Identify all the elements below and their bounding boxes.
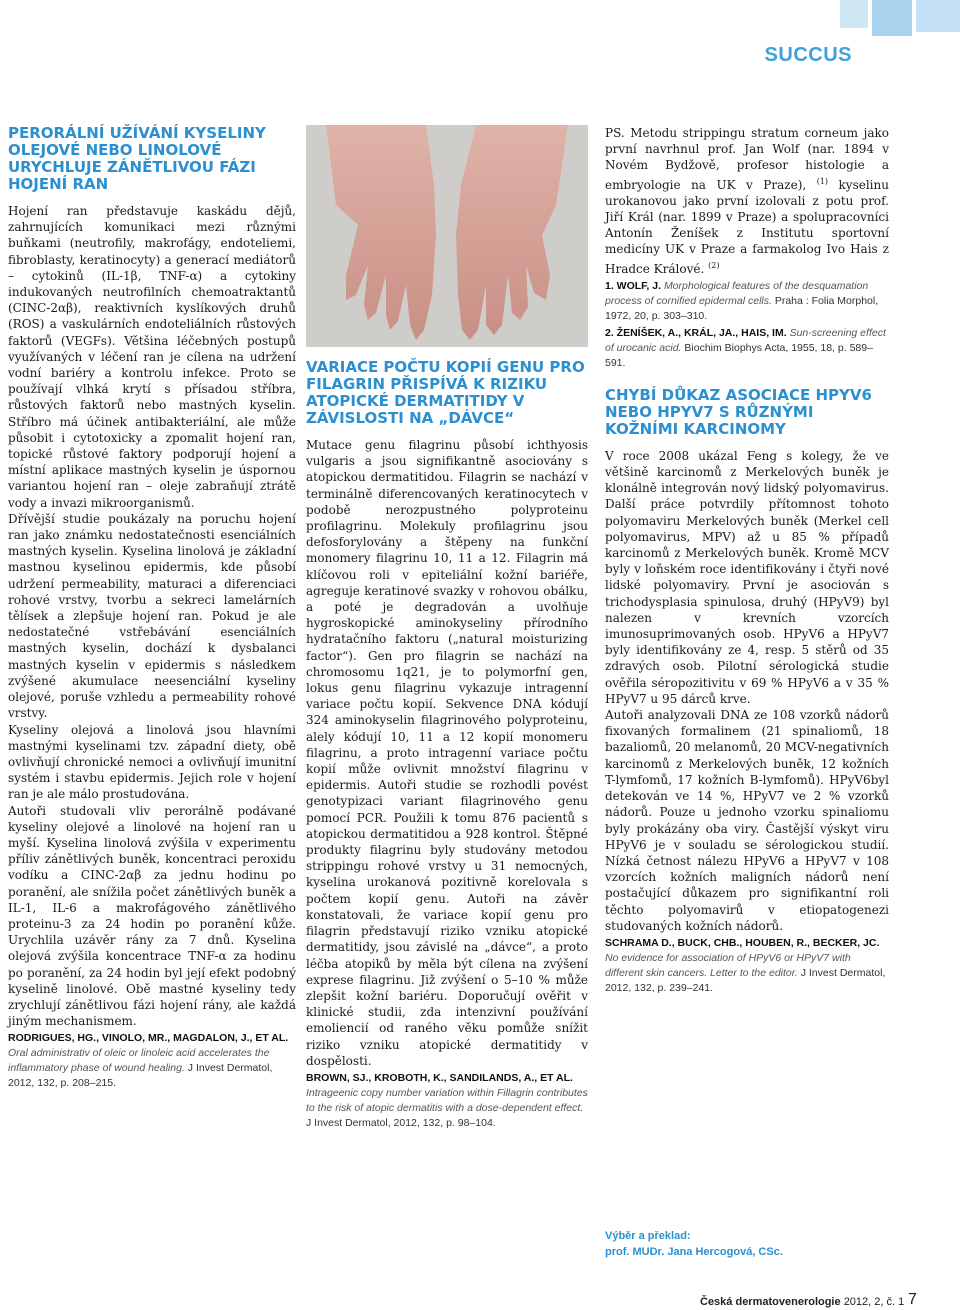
paragraph: V roce 2008 ukázal Feng s kolegy, že ve většině karcinomů z Merkelových buněk je klonálně integrován nový lidský polyomavirus. Další práce potvrdily přítomnost tohoto polyomaviru Merkelových buněk (Merkel cell polyomavirus, MPV) až u 85 % případů karcinomů z Merkelových buněk. Kromě MCV byly v loňském roce identifikovány i čtyři nové lidské polyomaviry. První je asociován s trichodysplasia spinulosa, druhý (HPyV9) byl nalezen v krevních vzorcích imunosuprimovaných osob. HPyV6 a HPyV7 byly identifikovány ze 4, resp. 5 stěrů od 35 zdravých osob. Pilotní sérologická studie ověřila séropozitivitu v 69 % HPyV6 a v 35 % HPyV7 u 95 dárců krve. [605,448,889,706]
page-number: 7 [908,1291,917,1308]
reference [605,279,889,324]
reference-source: Biochim Biophys Acta, 1955, 18, p. 589–591. [605,341,873,369]
reference [605,936,889,996]
article-polyomavirus [605,125,889,996]
footnote-marker: (1) [816,176,829,186]
credit-name: prof. MUDr. Jana Hercogová, CSc. [605,1246,783,1258]
paragraph: Hojení ran představuje kaskádu dějů, zahrnujících komunikaci mezi různými buňkami (neutrofily, makrofágy, endoteliemi, fibroblasty, keratinocyty) a generací mediátorů – cytokinů (IL-1β, TNF-α) a cytokiny indukovaných neutrofilních chemoatraktantů (CINC-2αβ), reaktivních kyslíkových druhů (ROS) a vaskulárních endoteliálních růstových faktorů (VEGFs). Většina léčebných postupů využívaných v léčení ran je cílena na udržení vodní bariéry a kontrolu infekce. Proto se používají vlhká krytí s přísadou stříbra, růstových faktorů nebo mastných kyselin. Stříbro má účinek antibakteriální, ale může působit i cytotoxicky a zpomalit hojení ran, topické růstové faktory podporují hojení a místní aplikace mastných kyselin je úspornou variantou hojení ran – oleje zabraňují ztrátě vody a invazi mikroorganismů. [8,204,296,510]
reference [306,1071,588,1131]
article-heading: VARIACE POČTU KOPIÍ GENU PRO FILAGRIN PŘISPÍVÁ K RIZIKU ATOPICKÉ DERMATITIDY V ZÁVISLOSTI NA „DÁVCE“ [306,358,585,427]
article-oleic-linoleic [8,125,296,1091]
reference-authors: 1. WOLF, J. [605,279,662,292]
reference-source: J Invest Dermatol, 2012, 132, p. 98–104. [306,1116,496,1129]
reference-source: J Invest Dermatol, 2012, 132, p. 239–241. [605,966,886,994]
reference [605,326,889,371]
reference-title: No evidence for association of HPyV6 or HPyV7 with different skin cancers. Letter to the editor. [605,951,851,979]
journal-issue: 2012, 2, č. 1 [843,1296,905,1308]
reference-source: Praha : Folia Morphol, 1972, 20, p. 303–310. [605,294,879,322]
translation-credit [605,1228,783,1260]
hands-illustration [306,125,588,347]
paragraph: Autoři analyzovali DNA ze 108 vzorků nádorů fixovaných formalinem (21 spinaliomů, 18 bazaliomů, 20 melanomů, 20 MCV-negativních karcinomů z Merkelových buněk, 12 kožních T-lymfomů, 17 kožních B-lymfomů). HPyV6byl detekován ve 14 %, HPyV7 ve 2 % vzorků nádorů. Pouze u jednoho vzorku spinaliomu byly prokázány oba viry. Častější výskyt viru HPyV6 je v souladu se sérologickou studií. Nízká četnost nálezu HPyV6 a HPyV7 v 108 vzorcích kožních maligních nádorů není postačující důkazem pro signifikantní roli těchto polyomavirů v etiopatogenezi studovaných kožních nádorů. [605,708,889,933]
paragraph: Kyseliny olejová a linolová jsou hlavními mastnými kyselinami tzv. západní diety, obě ovlivňují chronické nemoci a ovlivňují imunitní systém i stavbu epidermis. Jejich role v hojení ran je ale málo prostudována. [8,722,296,802]
footnote-marker: (2) [708,260,720,270]
paragraph: Dřívější studie poukázaly na poruchu hojení ran jako známku nedostatečnosti esenciálních mastných kyselin. Kyselina linolová je základní mastnou kyselinou epidermis, kde působí udržení permeability, maturaci a diferenciaci rohové vrstvy, tvorbu a sekreci lamelárních tělísek a zlepšuje hojení ran. Pokud je ale nedostatečné vstřebávání esenciálních mastných kyselin, dochází k dysbalanci mastných kyselin v epidermis s následkem zvýšené akumulace neesenciální kyseliny olejové, poruše vzhledu a permeability rohové vrstvy. [8,511,296,721]
article-filaggrin [306,125,588,1131]
postscript-text: PS. Metodu strippingu stratum corneum jako první navrhnul prof. Jan Wolf (nar. 1894 v Novém Bydžově, profesor histologie a embryologie na UK v Praze), [605,126,889,192]
reference [8,1031,296,1091]
reference-title: Morphological features of the desquamation process of cornified epidermal cells. [605,279,869,307]
postscript [605,125,889,277]
reference-title: Oral administrativ of oleic or linoleic acid accelerates the inflammatory phase of wound healing. [8,1047,270,1075]
section-brand: SUCCUS [764,44,852,66]
postscript-text: kyselinu urokanovou jako první izolovali z potu prof. Jiří Král (nar. 1899 v Praze) a spolupracovníci Antonín Ženíšek z Institutu sportovní medicíny UK v Praze a farmakolog Ivo Hais z Hradce Králové. [605,177,889,276]
reference-authors: SCHRAMA D., BUCK, CHB., HOUBEN, R., BECKER, JC. [605,936,880,949]
paragraph: Mutace genu filagrinu působí ichthyosis vulgaris a jsou signifikantně asociovány s atopickou dermatitidou. Filagrin se nachází v terminálně diferencovaných keratinocytech v podobě nerozpustného polyproteinu profilagrinu. Molekuly profilagrinu jsou defosforylovány a štěpeny na funkční monomery filagrinu 10, 11 a 12. Filagrin má klíčovou roli v epiteliální kožní bariéře, agreguje keratinové svazky v rohovou obálku, a poté je degradován a uvolňuje hygroskopické aminokyseliny přírodního hydratačního faktoru („natural moisturizing factor“). Gen pro filagrin se nachází na chromosomu 1q21, je to polymorfní gen, lokus genu filagrinu vykazuje intragenní variace počtu kopií. Sekvence DNA kódují 324 aminokyselin filagrinového polyproteinu, alely kódují 10, 11 a 12 kopií monomeru filagrinu, a proto intragenní variace počtu kopií může ovlivnit množství filagrinu v epidermis. Autoři studie se rozhodli povést genotypizaci variant filagrinového genu pomocí PCR. Použili k tomu 876 pacientů s atopickou dermatitidou a 928 kontrol. Štěpné produkty filagrinu byly studovány metodou strippingu rohové vrstvy u 31 nemocných, kyselina urokanová pozitivně korelovala s počtem kopií genu. Autoři na závěr konstatovali, že variace kopií genu pro filagrin představují riziko vzniku atopické dermatitidy, jsou závislé na „dávce“, a proto léčba atopiků by měla být cílena na zvýšení exprese filagrinu. Již zvýšení o 5–10 % může zlepšit kožní bariéru. Doporučují ověřit v klinické studii, zda intenzivní používání emoliencií od raného věku pomůže snížit riziko vzniku atopické dermatitidy v dospělosti. [306,438,588,1068]
article-heading: CHYBÍ DŮKAZ ASOCIACE HPYV6 NEBO HPYV7 S RŮZNÝMI KOŽNÍMI KARCINOMY [605,385,872,438]
reference-authors: BROWN, SJ., KROBOTH, K., SANDILANDS, A., ET AL. [306,1071,573,1084]
credit-label: Výběr a překlad: [605,1230,691,1242]
reference-source: J Invest Dermatol, 2012, 132, p. 208–215. [8,1062,273,1090]
reference-title: Intrageenic copy number variation within Fillagrin contributes to the risk of atopic dermatitis with a dose-dependent effect. [306,1086,588,1114]
hands-photo [306,125,588,347]
reference-authors: 2. ŽENÍŠEK, A., KRÁL, JA., HAIS, IM. [605,326,787,339]
paragraph: Autoři studovali vliv perorálně podávané kyseliny olejové a linolové na hojení ran u myší. Kyselina linolová zvýšila v experimentu příliv zánětlivých buněk, koncentraci peroxidu vodíku a CINC-2αβ za jednu hodinu po poranění, ale snížila počet zánětlivých buněk a IL-1, IL-6 a makrofágového zánětlivého proteinu-3 za 24 hodin po poranění kůže. Urychlila uzávěr rány za 7 dnů. Kyselina olejová zvýšila koncentrace TNF-α za hodinu po poranění, za 24 hodin byl její efekt podobný kyselině linolové. Obě mastné kyseliny tedy zrychlují zánětlivou fázi hojení rány, ale každá jiným mechanismem. [8,803,296,1029]
reference-authors: RODRIGUES, HG., VINOLO, MR., MAGDALON, J., ET AL. [8,1032,289,1045]
reference-title: Sun-screening effect of urocanic acid. [605,326,886,354]
corner-decoration [840,0,960,40]
journal-name: Česká dermatovenerologie [700,1296,841,1308]
page-footer [700,1296,904,1308]
article-heading: PERORÁLNÍ UŽÍVÁNÍ KYSELINY OLEJOVÉ NEBO LINOLOVÉ URYCHLUJE ZÁNĚTLIVOU FÁZI HOJENÍ RAN [8,124,266,193]
